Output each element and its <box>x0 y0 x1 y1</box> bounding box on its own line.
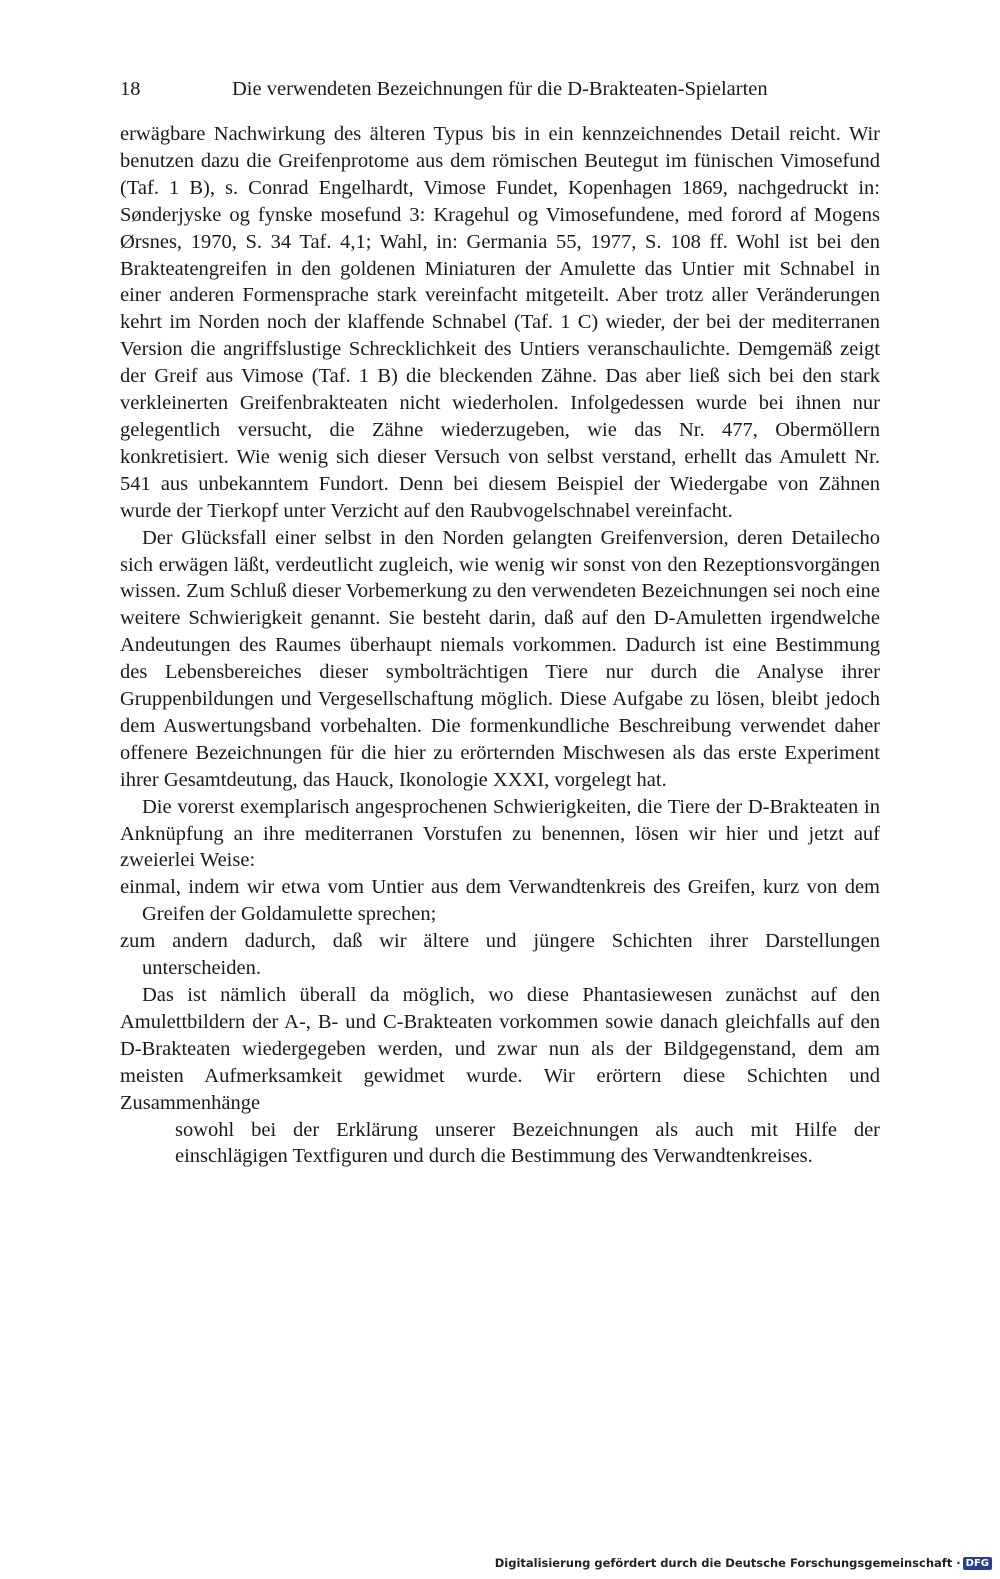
list-item-zum-andern: zum andern dadurch, daß wir ältere und jüngere Schichten ihrer Darstellungen unterscheiden. <box>120 930 880 980</box>
paragraph-4: Das ist nämlich überall da möglich, wo diese Phantasiewesen zunächst auf den Amulettbildern der A-, B- und C-Brakteaten vorkommen sowie danach gleichfalls auf den D-Brakteaten wiedergegeben werden, und zwar nun als der Bildgegenstand, dem am meisten Aufmerksamkeit gewidmet wurde. Wir erörtern diese Schichten und Zusammenhänge <box>120 984 880 1114</box>
dfg-logo: DFG <box>963 1557 992 1570</box>
footer-funding-note <box>495 1555 992 1571</box>
list-item-einmal: einmal, indem wir etwa vom Untier aus dem Verwandtenkreis des Greifen, kurz von dem Greifen der Goldamulette sprechen; <box>120 876 880 926</box>
running-title: Die verwendeten Bezeichnungen für die D-Brakteaten-Spielarten <box>232 78 768 100</box>
paragraph-1: erwägbare Nachwirkung des älteren Typus bis in ein kennzeichnendes Detail reicht. Wir benutzen dazu die Greifenprotome aus dem römischen Beutegut im fünischen Vimosefund (Taf. 1 B), s. Conrad Engelhardt, Vimose Fundet, Kopenhagen 1869, nachgedruckt in: Sønderjyske og fynske mosefund 3: Kragehul og Vimosefundene, med forord af Mogens Ørsnes, 1970, S. 34 Taf. 4,1; Wahl, in: Germania 55, 1977, S. 108 ff. Wohl ist bei den Brakteatengreifen in den goldenen Miniaturen der Amulette das Untier mit Schnabel in einer anderen Formensprache stark vereinfacht mitgeteilt. Aber trotz aller Veränderungen kehrt im Norden noch der klaffende Schnabel (Taf. 1 C) wieder, der bei der mediterranen Version die angriffslustige Schrecklichkeit des Untiers veranschaulichte. Demgemäß zeigt der Greif aus Vimose (Taf. 1 B) die bleckenden Zähne. Das aber ließ sich bei den stark verkleinerten Greifenbrakteaten nicht wiederholen. Infolgedessen wurde bei ihnen nur gelegentlich versucht, die Zähne wiederzugeben, wie das Nr. 477, Obermöllern konkretisiert. Wie wenig sich dieser Versuch von selbst verstand, erhellt das Amulett Nr. 541 aus unbekanntem Fundort. Denn bei diesem Beispiel der Wiedergabe von Zähnen wurde der Tierkopf unter Verzicht auf den Raubvogelschnabel vereinfacht. <box>120 123 880 522</box>
paragraph-3: Die vorerst exemplarisch angesprochenen Schwierigkeiten, die Tiere der D-Brakteaten in Anknüpfung an ihre mediterranen Vorstufen zu benennen, lösen wir hier und jetzt auf zweierlei Weise: <box>120 795 880 872</box>
page-header <box>120 76 880 102</box>
indented-continuation: sowohl bei der Erklärung unserer Bezeichnungen als auch mit Hilfe der einschlägigen Textfiguren und durch die Bestimmung des Verwandtenkreises. <box>175 1118 880 1168</box>
page-number: 18 <box>120 78 141 100</box>
funding-text: Digitalisierung gefördert durch die Deutsche Forschungsgemeinschaft · <box>494 1556 961 1570</box>
body-text <box>120 121 880 1170</box>
paragraph-2: Der Glücksfall einer selbst in den Norden gelangten Greifenversion, deren Detailecho sich erwägen läßt, verdeutlicht zugleich, wie wenig wir sonst von den Rezeptionsvorgängen wissen. Zum Schluß dieser Vorbemerkung zu den verwendeten Bezeichnungen sei noch eine weitere Schwierigkeit genannt. Sie besteht darin, daß auf den D-Amuletten irgendwelche Andeutungen des Raumes überhaupt niemals vorkommen. Dadurch ist eine Bestimmung des Lebensbereiches dieser symbolträchtigen Tiere nur durch die Analyse ihrer Gruppenbildungen und Vergesellschaftung möglich. Diese Aufgabe zu lösen, bleibt jedoch dem Auswertungsband vorbehalten. Die formenkundliche Beschreibung verwendet daher offenere Bezeichnungen für die hier zu erörternden Mischwesen als das erste Experiment ihrer Gesamtdeutung, das Hauck, Ikonologie XXXI, vorgelegt hat. <box>120 526 880 791</box>
